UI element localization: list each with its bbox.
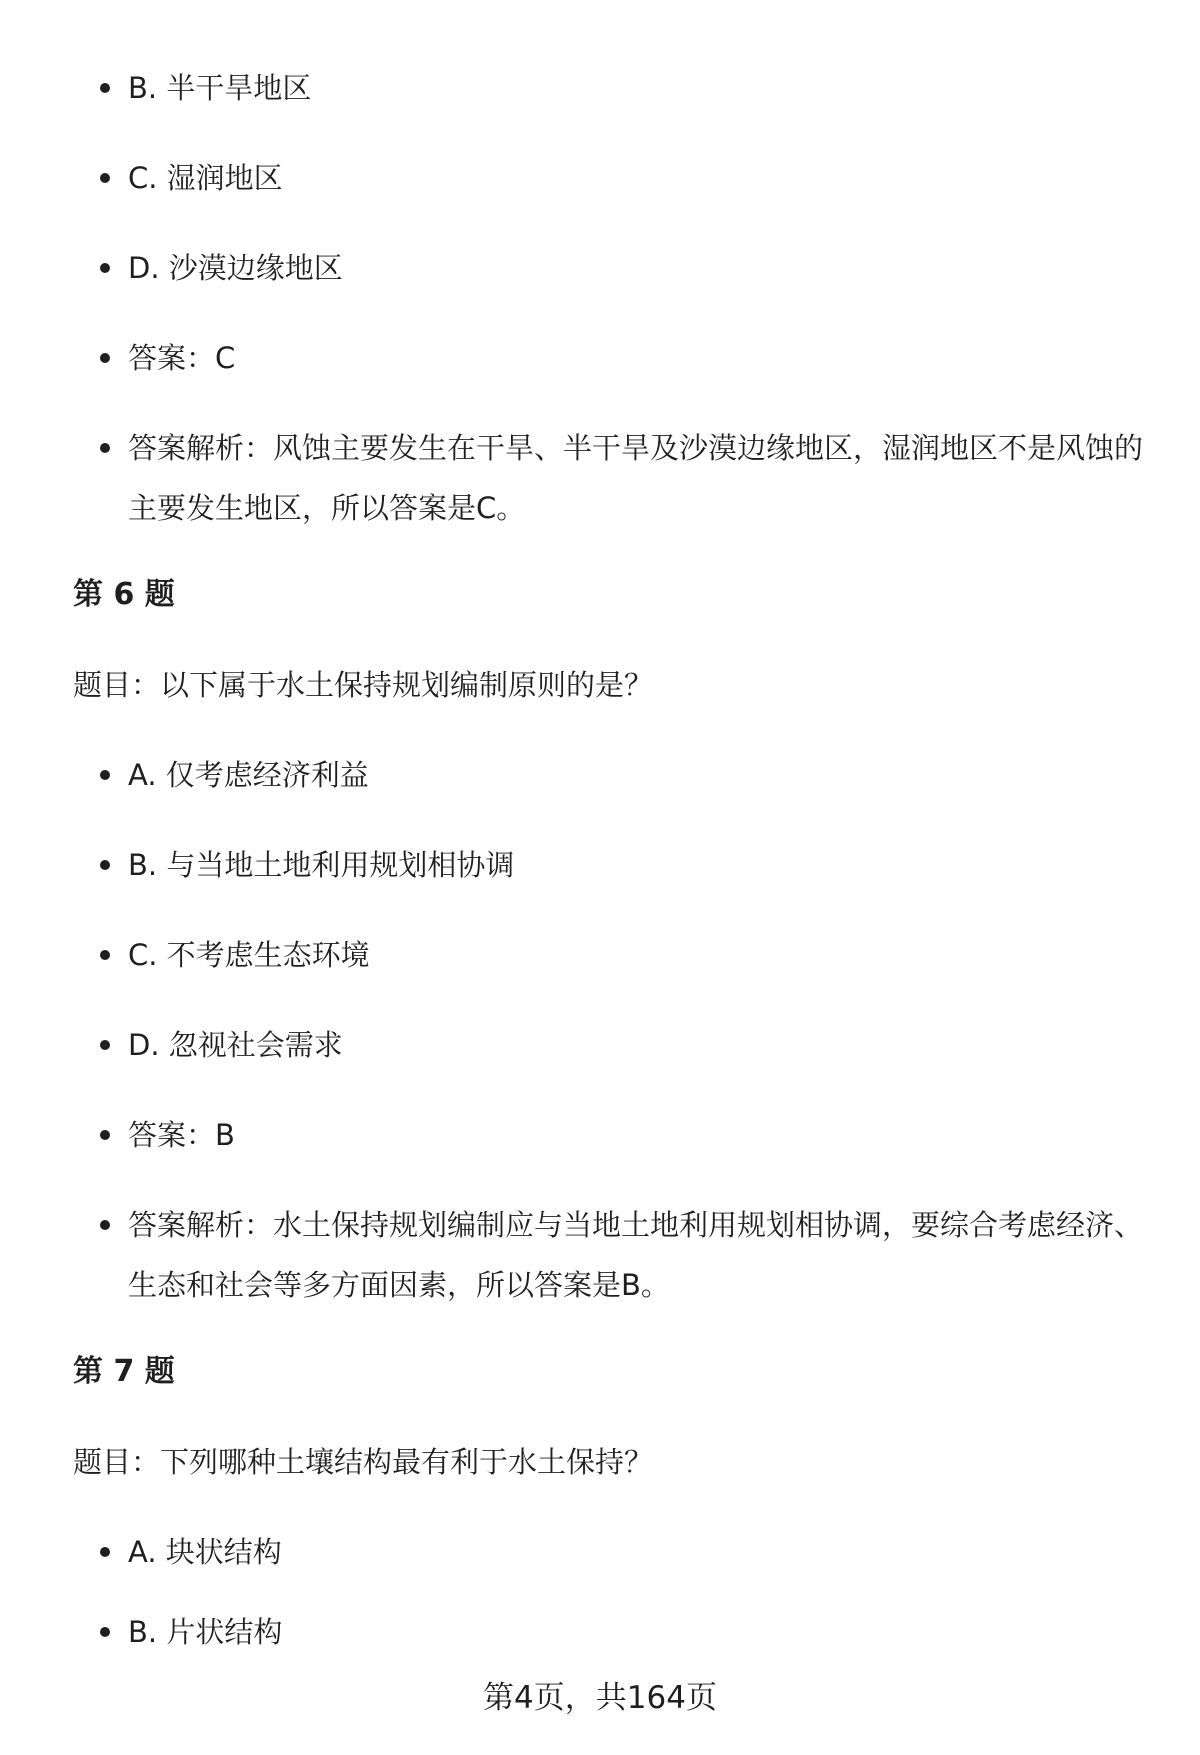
q5-option-d-text: D. 沙漠边缘地区 bbox=[128, 251, 343, 285]
q5-option-c-text: C. 湿润地区 bbox=[128, 161, 283, 195]
q5-analysis bbox=[128, 418, 1148, 538]
q5-option-b-text: B. 半干旱地区 bbox=[128, 71, 312, 105]
q6-option-a-text: A. 仅考虑经济利益 bbox=[128, 758, 369, 792]
q6-option-d bbox=[128, 1015, 1148, 1075]
bullet-icon bbox=[100, 1220, 110, 1230]
q5-analysis-text: 答案解析：风蚀主要发生在干旱、半干旱及沙漠边缘地区，湿润地区不是风蚀的主要发生地区，所以答案是C。 bbox=[128, 431, 1144, 525]
q5-option-d bbox=[128, 238, 1148, 298]
q7-option-b bbox=[128, 1602, 1148, 1662]
q7-option-a bbox=[128, 1522, 1148, 1582]
q6-analysis-text: 答案解析：水土保持规划编制应与当地土地利用规划相协调，要综合考虑经济、生态和社会等多方面因素，所以答案是B。 bbox=[128, 1208, 1144, 1302]
q7-option-a-text: A. 块状结构 bbox=[128, 1535, 282, 1569]
bullet-icon bbox=[100, 1547, 110, 1557]
bullet-icon bbox=[100, 173, 110, 183]
q6-option-a bbox=[128, 745, 1148, 805]
q5-option-c bbox=[128, 148, 1148, 208]
page-indicator: 第4页，共164页 bbox=[483, 1680, 717, 1716]
bullet-icon bbox=[100, 950, 110, 960]
q6-answer bbox=[128, 1105, 1148, 1165]
bullet-icon bbox=[100, 860, 110, 870]
bullet-icon bbox=[100, 1130, 110, 1140]
bullet-icon bbox=[100, 443, 110, 453]
q7-option-b-text: B. 片状结构 bbox=[128, 1615, 283, 1649]
bullet-icon bbox=[100, 1627, 110, 1637]
q6-option-c bbox=[128, 925, 1148, 985]
bullet-icon bbox=[100, 353, 110, 363]
q6-analysis bbox=[128, 1195, 1148, 1315]
q6-option-b bbox=[128, 835, 1148, 895]
bullet-icon bbox=[100, 770, 110, 780]
bullet-icon bbox=[100, 263, 110, 273]
q6-option-c-text: C. 不考虑生态环境 bbox=[128, 938, 370, 972]
q6-answer-text: 答案：B bbox=[128, 1118, 235, 1152]
q7-question: 题目：下列哪种土壤结构最有利于水土保持？ bbox=[73, 1445, 654, 1479]
bullet-icon bbox=[100, 1040, 110, 1050]
bullet-icon bbox=[100, 83, 110, 93]
q5-answer bbox=[128, 328, 1148, 388]
q7-heading: 第 7 题 bbox=[73, 1354, 175, 1389]
q5-answer-text: 答案：C bbox=[128, 341, 236, 375]
q6-option-d-text: D. 忽视社会需求 bbox=[128, 1028, 343, 1062]
q5-option-b bbox=[128, 58, 1148, 118]
q6-option-b-text: B. 与当地土地利用规划相协调 bbox=[128, 848, 515, 882]
q6-question: 题目：以下属于水土保持规划编制原则的是？ bbox=[73, 668, 654, 702]
q6-heading: 第 6 题 bbox=[73, 577, 175, 612]
